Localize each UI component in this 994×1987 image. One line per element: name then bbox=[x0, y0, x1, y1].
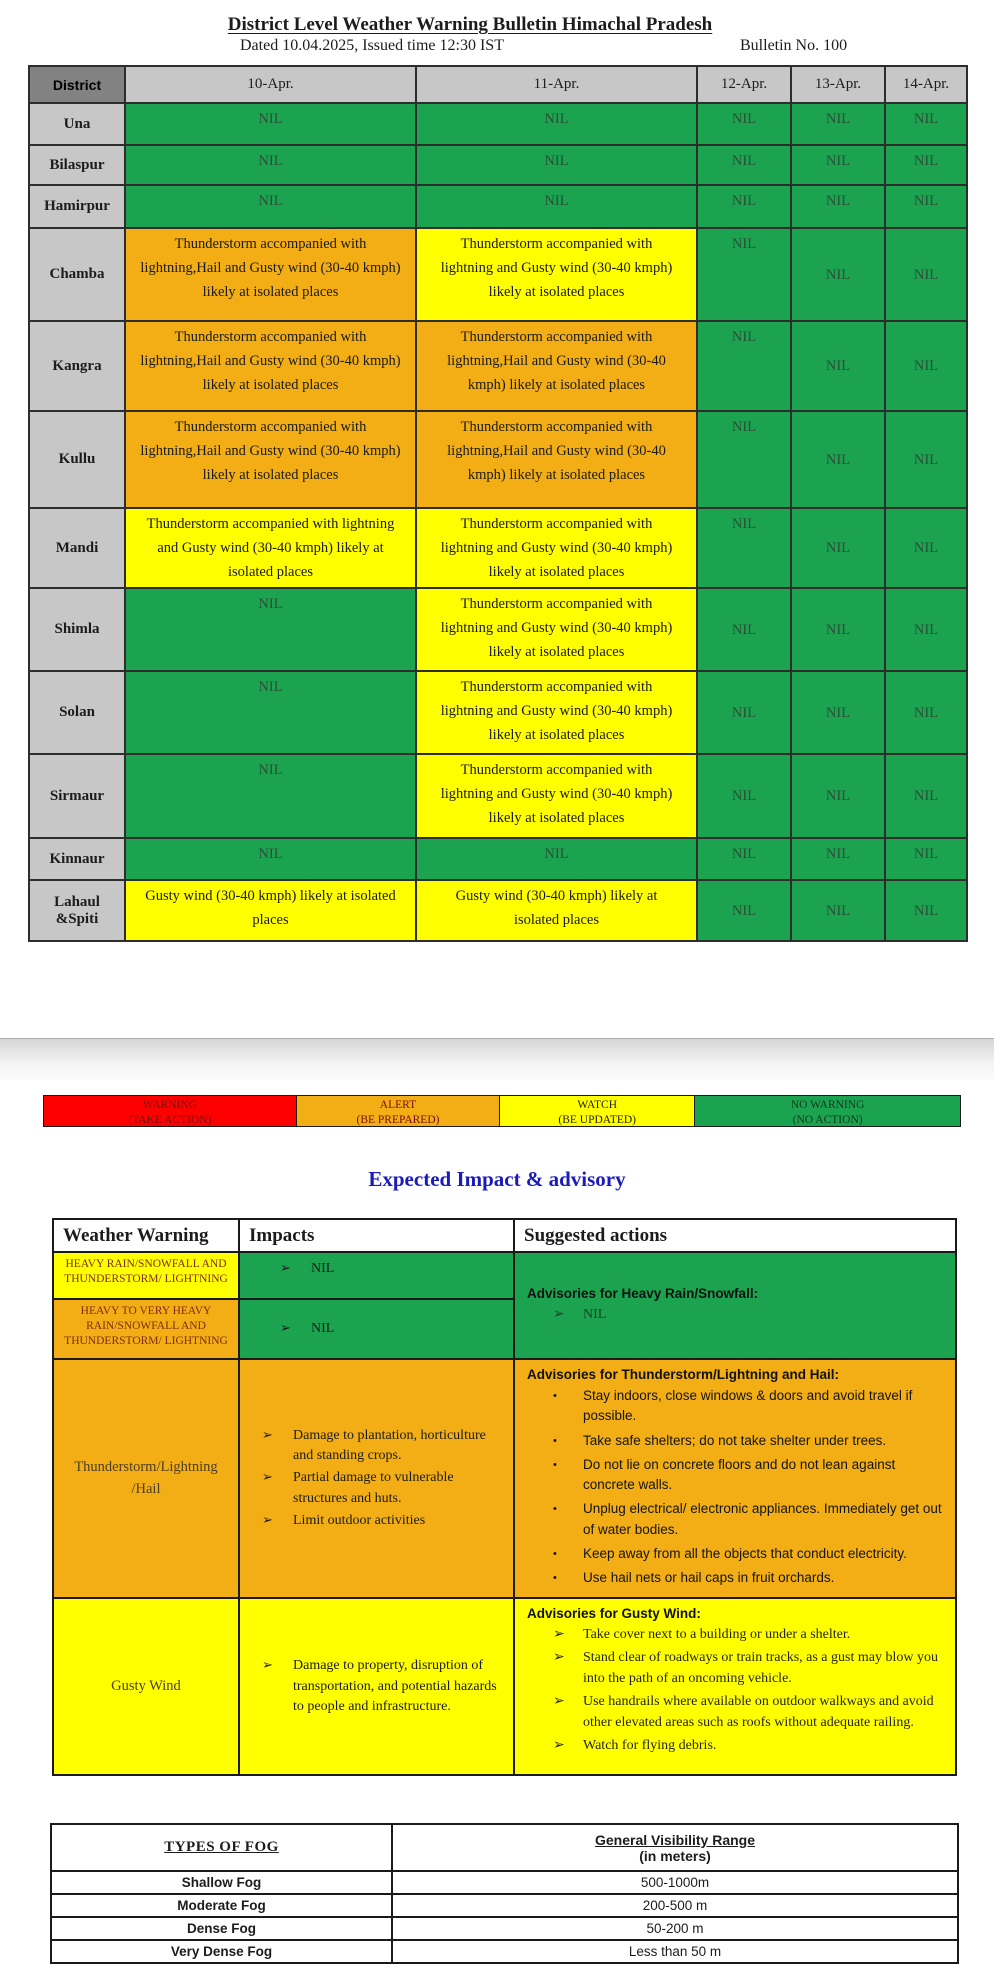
legend-warning-label: WARNING bbox=[142, 1099, 198, 1111]
warning-cell: NIL bbox=[697, 838, 791, 880]
warning-cell: Gusty wind (30-40 kmph) likely at isolated places bbox=[125, 880, 416, 941]
fog-row bbox=[51, 1871, 958, 1894]
warning-cell: NIL bbox=[885, 321, 967, 411]
warning-cell: Thunderstorm accompanied with lightning and Gusty wind (30-40 kmph) likely at isolated places bbox=[125, 508, 416, 588]
legend-watch-label: WATCH bbox=[577, 1099, 618, 1111]
page-title: District Level Weather Warning Bulletin Himachal Pradesh bbox=[227, 14, 713, 35]
warning-type-cell: HEAVY TO VERY HEAVY RAIN/SNOWFALL AND THUNDERSTORM/ LIGHTNING bbox=[53, 1299, 239, 1359]
warning-cell: NIL bbox=[125, 838, 416, 880]
list-item bbox=[262, 1468, 507, 1509]
severity-legend bbox=[43, 1095, 961, 1127]
warning-cell: NIL bbox=[885, 754, 967, 838]
warning-cell: Thunderstorm accompanied with lightning and Gusty wind (30-40 kmph) likely at isolated places bbox=[416, 228, 697, 321]
warning-cell: Thunderstorm accompanied with lightning and Gusty wind (30-40 kmph) likely at isolated places bbox=[416, 588, 697, 671]
arrow-marker-icon: ➢ bbox=[553, 1738, 565, 1754]
warning-cell: NIL bbox=[697, 754, 791, 838]
arrow-marker-icon: ➢ bbox=[280, 1319, 291, 1335]
legend-no-warning-sub: (NO ACTION) bbox=[792, 1113, 863, 1126]
list-item bbox=[527, 1455, 945, 1496]
column-header-date: 10-Apr. bbox=[125, 66, 416, 103]
warning-cell: NIL bbox=[791, 228, 885, 321]
list-item-text: Take safe shelters; do not take shelter under trees. bbox=[583, 1432, 887, 1448]
arrow-marker-icon: ➢ bbox=[262, 1426, 273, 1442]
list-item bbox=[280, 1259, 507, 1279]
warning-cell: NIL bbox=[885, 228, 967, 321]
legend-no-warning bbox=[695, 1096, 960, 1126]
list-item bbox=[280, 1319, 507, 1339]
warning-cell: NIL bbox=[791, 508, 885, 588]
list-item bbox=[527, 1647, 945, 1689]
visibility-range-line2: (in meters) bbox=[639, 1847, 711, 1864]
warning-cell: Thunderstorm accompanied with lightning,Hail and Gusty wind (30-40 kmph) likely at isolated places bbox=[125, 321, 416, 411]
warning-cell: NIL bbox=[791, 321, 885, 411]
district-label: Kullu bbox=[29, 411, 125, 508]
district-row bbox=[29, 880, 967, 941]
advisory-title: Advisories for Heavy Rain/Snowfall: bbox=[527, 1286, 759, 1301]
district-label: Una bbox=[29, 103, 125, 145]
list-item bbox=[262, 1426, 507, 1467]
arrow-marker-icon: ➢ bbox=[280, 1260, 291, 1275]
suggested-actions-cell bbox=[514, 1252, 956, 1359]
impact-table-header-row bbox=[53, 1219, 956, 1252]
warning-cell: NIL bbox=[416, 185, 697, 228]
column-header-visibility-range bbox=[392, 1824, 958, 1871]
warning-cell: Thunderstorm accompanied with lightning,Hail and Gusty wind (30-40 kmph) likely at isolated places bbox=[416, 321, 697, 411]
district-row bbox=[29, 185, 967, 228]
warning-cell: NIL bbox=[791, 671, 885, 754]
list-item bbox=[527, 1431, 945, 1451]
arrow-marker-icon: ➢ bbox=[262, 1512, 273, 1528]
list-item-text: Partial damage to vulnerable structures and huts. bbox=[293, 1470, 454, 1506]
list-item-text: Use handrails where available on outdoor walkways and avoid other elevated areas such as roofs without adequate railing. bbox=[583, 1694, 934, 1731]
district-row bbox=[29, 321, 967, 411]
advisory-title: Advisories for Gusty Wind: bbox=[527, 1606, 701, 1622]
warning-cell: NIL bbox=[791, 754, 885, 838]
warning-cell: NIL bbox=[885, 145, 967, 185]
list-item bbox=[527, 1304, 945, 1325]
column-header-date: 13-Apr. bbox=[791, 66, 885, 103]
legend-no-warning-label: NO WARNING bbox=[790, 1099, 865, 1111]
column-header-fog-types: TYPES OF FOG bbox=[51, 1824, 392, 1871]
list-item-text: Damage to plantation, horticulture and standing crops. bbox=[293, 1427, 486, 1464]
fog-row bbox=[51, 1917, 958, 1940]
district-label: Chamba bbox=[29, 228, 125, 321]
list-item-text: Damage to property, disruption of transportation, and potential hazards to people and infrastructure. bbox=[293, 1658, 497, 1714]
fog-type-cell: Very Dense Fog bbox=[51, 1940, 392, 1963]
warning-cell: NIL bbox=[697, 588, 791, 671]
subtitle-line bbox=[0, 36, 994, 58]
bullet-marker-icon: • bbox=[553, 1572, 557, 1584]
legend-alert-sub: (BE PREPARED) bbox=[356, 1113, 440, 1126]
list-item-text: NIL bbox=[311, 1320, 335, 1336]
legend-alert-label: ALERT bbox=[379, 1099, 417, 1111]
district-row bbox=[29, 145, 967, 185]
warning-cell: NIL bbox=[125, 103, 416, 145]
fog-range-cell: 200-500 m bbox=[392, 1894, 958, 1917]
district-row bbox=[29, 838, 967, 880]
legend-warning bbox=[44, 1096, 297, 1126]
district-label: Kinnaur bbox=[29, 838, 125, 880]
fog-range-cell: Less than 50 m bbox=[392, 1940, 958, 1963]
list-item-text: Stay indoors, close windows & doors and avoid travel if possible. bbox=[583, 1388, 913, 1424]
warning-cell: NIL bbox=[791, 838, 885, 880]
warning-cell: Thunderstorm accompanied with lightning,Hail and Gusty wind (30-40 kmph) likely at isolated places bbox=[416, 411, 697, 508]
suggested-actions-cell bbox=[514, 1598, 956, 1775]
warning-cell: NIL bbox=[125, 185, 416, 228]
list-item bbox=[527, 1568, 945, 1588]
column-header-impacts: Impacts bbox=[239, 1219, 514, 1252]
warning-cell: NIL bbox=[697, 103, 791, 145]
fog-type-cell: Moderate Fog bbox=[51, 1894, 392, 1917]
district-row bbox=[29, 508, 967, 588]
arrow-marker-icon: ➢ bbox=[553, 1627, 565, 1643]
warning-cell: NIL bbox=[697, 508, 791, 588]
warning-cell: Thunderstorm accompanied with lightning,Hail and Gusty wind (30-40 kmph) likely at isolated places bbox=[125, 228, 416, 321]
fog-type-cell: Dense Fog bbox=[51, 1917, 392, 1940]
list-item-text: NIL bbox=[583, 1307, 607, 1322]
district-row bbox=[29, 228, 967, 321]
impact-row-thunderstorm bbox=[53, 1359, 956, 1598]
list-item bbox=[262, 1656, 507, 1717]
list-item-text: Watch for flying debris. bbox=[583, 1738, 717, 1754]
column-header-weather-warning: Weather Warning bbox=[53, 1219, 239, 1252]
warning-cell: NIL bbox=[125, 754, 416, 838]
warning-cell: NIL bbox=[791, 145, 885, 185]
warning-type-cell: Gusty Wind bbox=[53, 1598, 239, 1775]
fog-type-cell: Shallow Fog bbox=[51, 1871, 392, 1894]
bullet-marker-icon: • bbox=[553, 1458, 557, 1471]
list-item bbox=[527, 1624, 945, 1645]
warning-cell: NIL bbox=[416, 838, 697, 880]
list-item bbox=[527, 1691, 945, 1733]
fog-range-cell: 50-200 m bbox=[392, 1917, 958, 1940]
suggested-actions-cell bbox=[514, 1359, 956, 1598]
warning-cell: NIL bbox=[885, 838, 967, 880]
warning-cell: NIL bbox=[885, 103, 967, 145]
list-item-text: Keep away from all the objects that conduct electricity. bbox=[583, 1545, 907, 1561]
visibility-range-line1: General Visibility Range bbox=[594, 1831, 756, 1848]
arrow-marker-icon: ➢ bbox=[262, 1469, 273, 1485]
fog-table-header-row bbox=[51, 1824, 958, 1871]
advisory-title: Advisories for Thunderstorm/Lightning and Hail: bbox=[527, 1367, 840, 1382]
district-label: Lahaul &Spiti bbox=[29, 880, 125, 941]
district-label: Shimla bbox=[29, 588, 125, 671]
column-header-date: 14-Apr. bbox=[885, 66, 967, 103]
district-label: Sirmaur bbox=[29, 754, 125, 838]
warning-cell: NIL bbox=[697, 880, 791, 941]
list-item-text: Limit outdoor activities bbox=[293, 1513, 426, 1529]
impacts-cell bbox=[239, 1359, 514, 1598]
impact-row-gusty-wind bbox=[53, 1598, 956, 1775]
column-header-date: 11-Apr. bbox=[416, 66, 697, 103]
legend-warning-sub: (TAKE ACTION) bbox=[128, 1113, 212, 1126]
warning-cell: NIL bbox=[791, 185, 885, 228]
impact-advisory-heading: Expected Impact & advisory bbox=[368, 1167, 626, 1191]
warning-cell: Thunderstorm accompanied with lightning and Gusty wind (30-40 kmph) likely at isolated places bbox=[416, 754, 697, 838]
fog-row bbox=[51, 1894, 958, 1917]
district-label: Solan bbox=[29, 671, 125, 754]
district-row bbox=[29, 671, 967, 754]
fog-range-cell: 500-1000m bbox=[392, 1871, 958, 1894]
district-label: Mandi bbox=[29, 508, 125, 588]
bullet-marker-icon: • bbox=[553, 1503, 557, 1516]
list-item bbox=[527, 1499, 945, 1540]
warning-cell: NIL bbox=[416, 145, 697, 185]
warning-type-cell: HEAVY RAIN/SNOWFALL AND THUNDERSTORM/ LIGHTNING bbox=[53, 1252, 239, 1299]
list-item-text: Stand clear of roadways or train tracks, as a gust may blow you into the path of an oncoming vehicle. bbox=[583, 1650, 938, 1687]
warning-type-cell: Thunderstorm/Lightning /Hail bbox=[53, 1359, 239, 1598]
arrow-marker-icon: ➢ bbox=[553, 1307, 565, 1322]
impacts-cell bbox=[239, 1299, 514, 1359]
legend-watch bbox=[500, 1096, 695, 1126]
fog-types-table bbox=[50, 1823, 959, 1964]
warning-cell: NIL bbox=[125, 671, 416, 754]
list-item-text: Take cover next to a building or under a shelter. bbox=[583, 1627, 851, 1643]
warning-cell: NIL bbox=[885, 411, 967, 508]
impact-row-heavy-rain bbox=[53, 1252, 956, 1299]
warning-cell: NIL bbox=[125, 588, 416, 671]
list-item bbox=[527, 1544, 945, 1564]
impact-advisory-table bbox=[52, 1218, 957, 1776]
warning-cell: NIL bbox=[697, 228, 791, 321]
warning-cell: NIL bbox=[791, 411, 885, 508]
district-row bbox=[29, 411, 967, 508]
impacts-cell bbox=[239, 1598, 514, 1775]
district-row bbox=[29, 588, 967, 671]
warning-cell: NIL bbox=[791, 880, 885, 941]
warning-cell: NIL bbox=[125, 145, 416, 185]
district-label: Kangra bbox=[29, 321, 125, 411]
arrow-marker-icon: ➢ bbox=[553, 1694, 565, 1710]
warning-cell: NIL bbox=[697, 321, 791, 411]
fog-row bbox=[51, 1940, 958, 1963]
warning-table-header-row bbox=[29, 66, 967, 103]
district-label: Bilaspur bbox=[29, 145, 125, 185]
bulletin-page-2 bbox=[0, 1095, 994, 1987]
district-row bbox=[29, 103, 967, 145]
warning-cell: NIL bbox=[885, 185, 967, 228]
list-item bbox=[527, 1735, 945, 1756]
legend-watch-sub: (BE UPDATED) bbox=[558, 1113, 637, 1126]
warning-cell: NIL bbox=[885, 508, 967, 588]
arrow-marker-icon: ➢ bbox=[553, 1650, 565, 1666]
list-item-text: NIL bbox=[311, 1261, 335, 1276]
list-item-text: Do not lie on concrete floors and do not lean against concrete walls. bbox=[583, 1456, 896, 1492]
warning-cell: NIL bbox=[885, 880, 967, 941]
warning-cell: Gusty wind (30-40 kmph) likely at isolated places bbox=[416, 880, 697, 941]
warning-cell: NIL bbox=[697, 411, 791, 508]
bullet-marker-icon: • bbox=[553, 1547, 557, 1560]
bulletin-number: Bulletin No. 100 bbox=[740, 37, 848, 54]
list-item-text: Unplug electrical/ electronic appliances. Immediately get out of water bodies. bbox=[583, 1501, 942, 1537]
list-item-text: Use hail nets or hail caps in fruit orchards. bbox=[583, 1570, 835, 1585]
page-separator bbox=[0, 1038, 994, 1080]
district-row bbox=[29, 754, 967, 838]
warning-cell: NIL bbox=[416, 103, 697, 145]
dated-issued-text: Dated 10.04.2025, Issued time 12:30 IST bbox=[240, 37, 504, 54]
warning-cell: NIL bbox=[697, 145, 791, 185]
impacts-cell bbox=[239, 1252, 514, 1299]
legend-alert bbox=[297, 1096, 500, 1126]
warning-cell: NIL bbox=[697, 185, 791, 228]
warning-cell: NIL bbox=[791, 103, 885, 145]
warning-cell: NIL bbox=[791, 588, 885, 671]
district-warning-table bbox=[28, 65, 968, 942]
bullet-marker-icon: • bbox=[553, 1434, 557, 1447]
list-item bbox=[262, 1511, 507, 1531]
warning-cell: NIL bbox=[697, 671, 791, 754]
warning-cell: Thunderstorm accompanied with lightning and Gusty wind (30-40 kmph) likely at isolated places bbox=[416, 508, 697, 588]
bullet-marker-icon: • bbox=[553, 1390, 557, 1402]
list-item bbox=[527, 1386, 945, 1427]
column-header-date: 12-Apr. bbox=[697, 66, 791, 103]
column-header-suggested-actions: Suggested actions bbox=[514, 1219, 956, 1252]
warning-cell: Thunderstorm accompanied with lightning,Hail and Gusty wind (30-40 kmph) likely at isolated places bbox=[125, 411, 416, 508]
warning-cell: Thunderstorm accompanied with lightning and Gusty wind (30-40 kmph) likely at isolated places bbox=[416, 671, 697, 754]
arrow-marker-icon: ➢ bbox=[262, 1657, 273, 1673]
district-label: Hamirpur bbox=[29, 185, 125, 228]
warning-cell: NIL bbox=[885, 588, 967, 671]
column-header-district: District bbox=[29, 66, 125, 103]
warning-cell: NIL bbox=[885, 671, 967, 754]
